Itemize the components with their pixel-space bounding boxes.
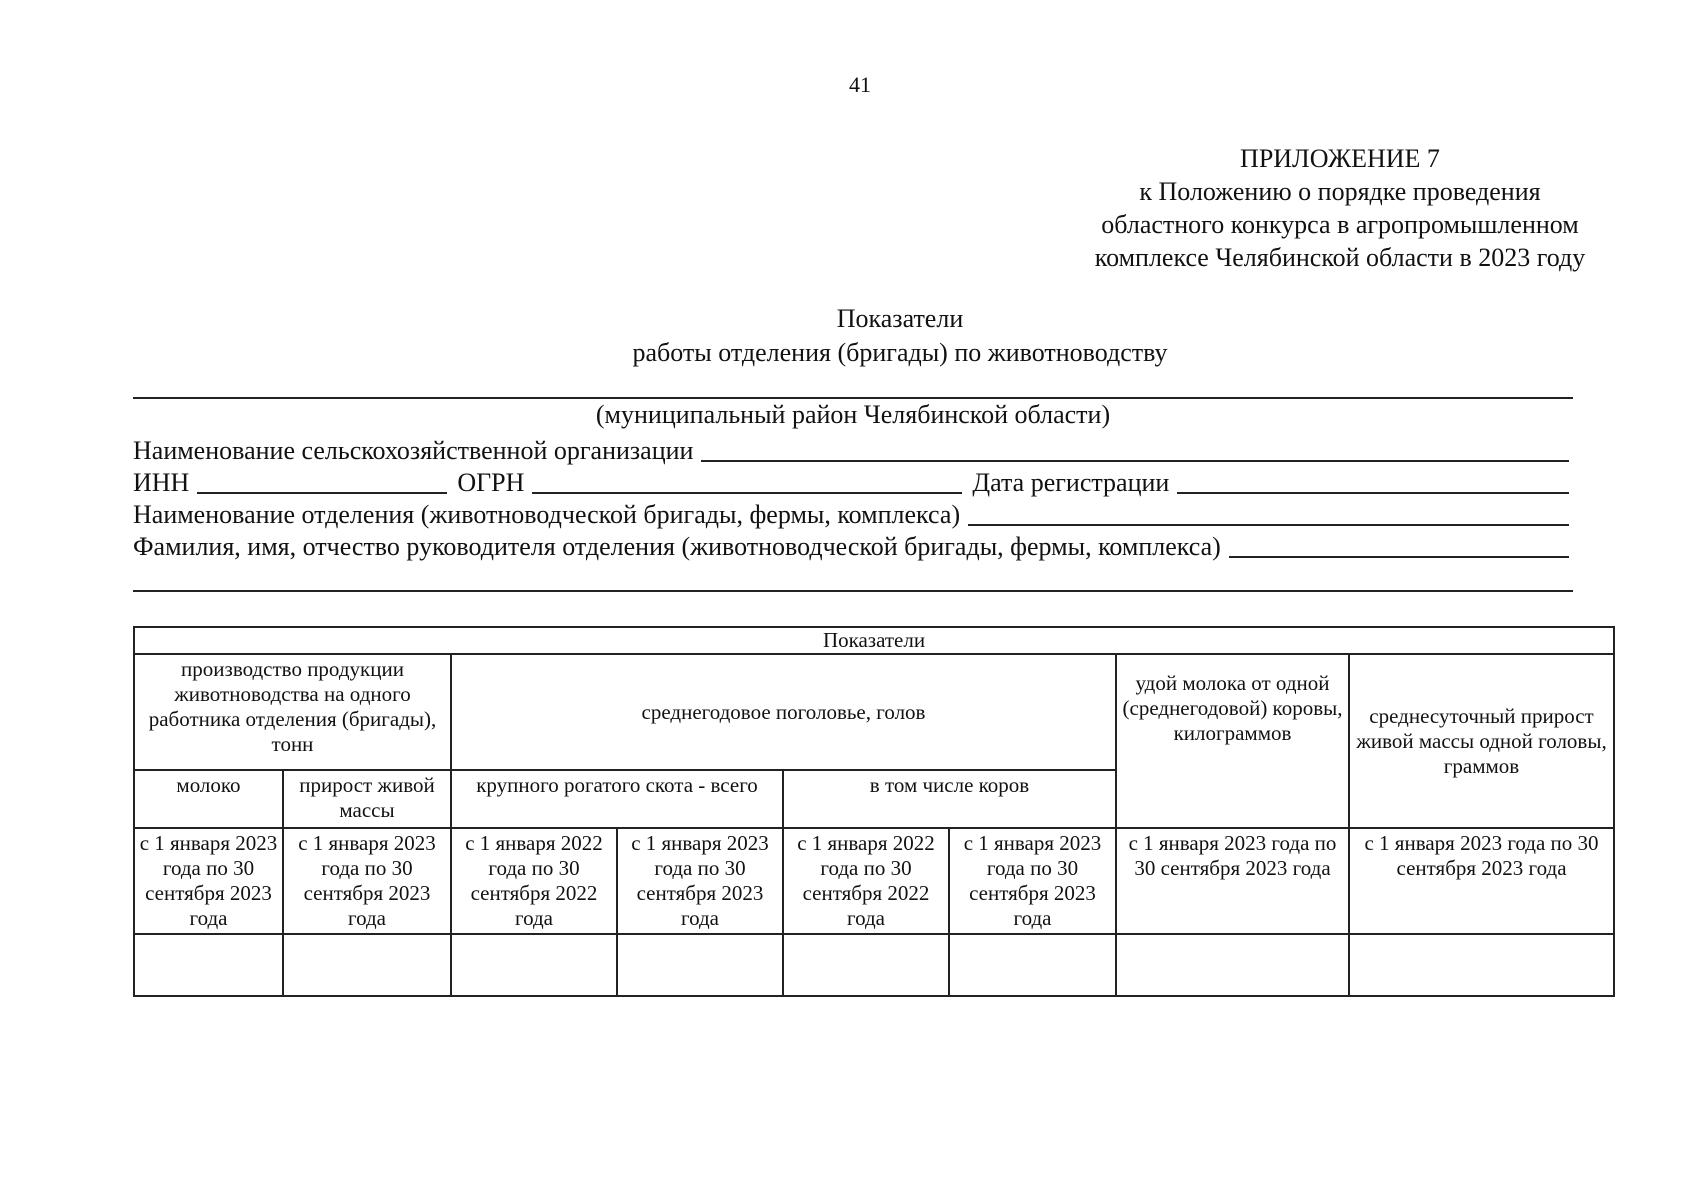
period-cell: с 1 января 2023 года по 30 сентября 2023 года — [617, 828, 783, 934]
head-continuation-line[interactable] — [133, 590, 1573, 592]
data-entry-cell[interactable] — [617, 934, 783, 996]
appendix-block — [1040, 142, 1640, 274]
data-entry-cell[interactable] — [949, 934, 1116, 996]
municipality-caption: (муниципальный район Челябинской области) — [595, 400, 1111, 429]
indicators-table — [133, 626, 1615, 997]
group-daily-gain: среднесуточный прирост живой массы одной головы, граммов — [1349, 654, 1614, 828]
page-number: 41 — [849, 72, 871, 97]
division-field[interactable] — [968, 523, 1569, 526]
appendix-line: областного конкурса в агропромышленном — [1101, 210, 1579, 239]
table-header: Показатели — [134, 627, 1614, 654]
inn-label: ИНН — [133, 468, 190, 497]
head-row — [133, 530, 1573, 562]
title-line-1: Показатели — [836, 304, 964, 333]
sub-cows: в том числе коров — [783, 770, 1116, 828]
group-livestock: среднегодовое поголовье, голов — [451, 654, 1116, 770]
appendix-line: комплексе Челябинской области в 2023 году — [1094, 243, 1586, 272]
org-name-field[interactable] — [701, 459, 1569, 462]
group-production: производство продукции животноводства на одного работника отделения (бригады), тонн — [134, 654, 451, 770]
group-milk-yield: удой молока от одной (среднегодовой) коровы, килограммов — [1116, 654, 1349, 828]
inn-field[interactable] — [197, 491, 447, 494]
period-cell: с 1 января 2023 года по 30 сентября 2023 года — [1116, 828, 1349, 934]
document-title — [0, 302, 1698, 370]
sub-milk: молоко — [134, 770, 283, 828]
period-cell: с 1 января 2023 года по 30 сентября 2023 года — [949, 828, 1116, 934]
reg-date-field[interactable] — [1177, 491, 1569, 494]
data-entry-cell[interactable] — [1116, 934, 1349, 996]
appendix-title: ПРИЛОЖЕНИЕ 7 — [1240, 144, 1440, 173]
reg-date-label: Дата регистрации — [972, 468, 1170, 497]
period-cell: с 1 января 2022 года по 30 сентября 2022 года — [451, 828, 617, 934]
data-entry-cell[interactable] — [1349, 934, 1614, 996]
data-entry-cell[interactable] — [783, 934, 949, 996]
ogrn-field[interactable] — [532, 491, 962, 494]
inn-ogrn-row — [133, 466, 1573, 498]
head-field[interactable] — [1229, 555, 1569, 558]
org-name-label: Наименование сельскохозяйственной организации — [133, 436, 694, 465]
org-name-row — [133, 434, 1573, 466]
data-entry-cell[interactable] — [283, 934, 451, 996]
division-row — [133, 498, 1573, 530]
head-label: Фамилия, имя, отчество руководителя отделения (животноводческой бригады, фермы, комплекса) — [133, 532, 1221, 561]
appendix-line: к Положению о порядке проведения — [1139, 177, 1541, 206]
division-label: Наименование отделения (животноводческой бригады, фермы, комплекса) — [133, 500, 961, 529]
data-entry-cell[interactable] — [134, 934, 283, 996]
data-entry-cell[interactable] — [451, 934, 617, 996]
municipality-line — [133, 397, 1573, 399]
sub-weight-gain: прирост живой массы — [283, 770, 451, 828]
period-cell: с 1 января 2023 года по 30 сентября 2023 года — [283, 828, 451, 934]
period-cell: с 1 января 2022 года по 30 сентября 2022 года — [783, 828, 949, 934]
ogrn-label: ОГРН — [457, 468, 525, 497]
period-cell: с 1 января 2023 года по 30 сентября 2023 года — [134, 828, 283, 934]
period-cell: с 1 января 2023 года по 30 сентября 2023 года — [1349, 828, 1614, 934]
title-line-2: работы отделения (бригады) по животноводству — [632, 338, 1168, 367]
sub-cattle-total: крупного рогатого скота - всего — [451, 770, 783, 828]
